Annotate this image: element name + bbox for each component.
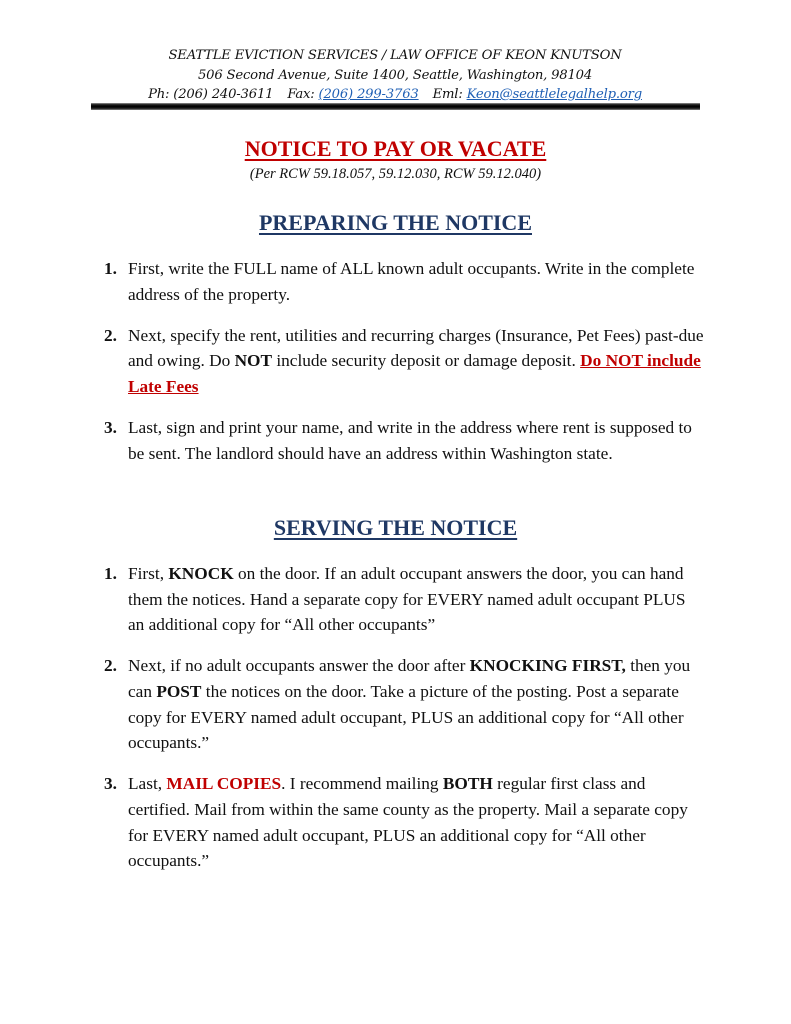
emphasis-both: BOTH [442,774,493,794]
item-text: Next, if no adult occupants answer the door after [128,656,470,676]
list-item [104,771,704,873]
firm-name: SEATTLE EVICTION SERVICES / LAW OFFICE OF KEON KNUTSON [168,48,622,63]
emphasis-not: NOT [234,351,273,371]
list-item [104,323,704,400]
emphasis-post: POST [156,681,202,701]
item-text: First, write the FULL name of ALL known adult occupants. Write in the complete address of the property. [128,259,695,304]
list-item [104,415,704,466]
item-number: 3. [104,418,117,438]
firm-address: 506 Second Avenue, Suite 1400, Seattle, Washington, 98104 [197,67,593,83]
list-item [104,561,704,638]
item-text: Last, [128,774,167,794]
item-text: include security deposit or damage deposit. [272,351,581,371]
list-item [104,256,704,307]
letterhead-divider [91,103,700,110]
item-text: the notices on the door. Take a picture of the posting. Post a separate copy for EVERY named adult occupant, PLUS an additional copy for “All other occupants.” [128,681,684,753]
item-text: First, [128,564,169,583]
item-text: Last, sign and print your name, and write in the address where rent is supposed to be sent. The landlord should have an address within Washington state. [128,418,692,463]
item-number: 2. [104,656,117,676]
phone-label: Ph: [148,87,170,102]
email-link[interactable]: Keon@seattlelegalhelp.org [466,87,642,102]
preparing-heading: PREPARING THE NOTICE [258,210,532,235]
letterhead [90,46,700,105]
item-number: 3. [104,774,117,794]
item-number: 2. [104,325,117,345]
item-text: on the door. If an adult occupant answers the door, you can hand them the notices. Hand a separate copy for EVERY named adult occupant PLUS an additional copy for “All other occupants” [128,564,686,635]
serving-heading: SERVING THE NOTICE [273,515,518,540]
list-item [104,653,704,755]
email-label: Eml: [432,87,463,102]
phone-number: (206) 240-3611 [173,87,274,102]
item-number: 1. [104,564,117,583]
document-title: NOTICE TO PAY OR VACATE [244,136,547,161]
item-text: regular first class and certified. Mail from within the same county as the property. Mail a separate copy for EVERY named adult occupant, PLUS an additional copy for “All other occupants.” [128,774,688,871]
fax-link[interactable]: (206) 299-3763 [318,87,419,102]
document-subtitle: (Per RCW 59.18.057, 59.12.030, RCW 59.12.040) [249,166,542,182]
emphasis-knock: KNOCK [168,564,234,583]
item-number: 1. [104,259,117,278]
item-text: Next, specify the rent, utilities and recurring charges (Insurance, Pet Fees) past-due and owing. Do [128,325,704,371]
preparing-list [104,256,704,482]
item-text: . I recommend mailing [281,774,443,794]
contact-line [90,85,700,105]
item-text: then you can [128,656,691,701]
serving-list [104,561,704,889]
fax-label: Fax: [287,87,315,102]
emphasis-knocking-first: KNOCKING FIRST, [469,656,626,676]
late-fees-warning: Do NOT include Late Fees [128,351,701,396]
mail-copies-emphasis: MAIL COPIES [166,774,282,794]
